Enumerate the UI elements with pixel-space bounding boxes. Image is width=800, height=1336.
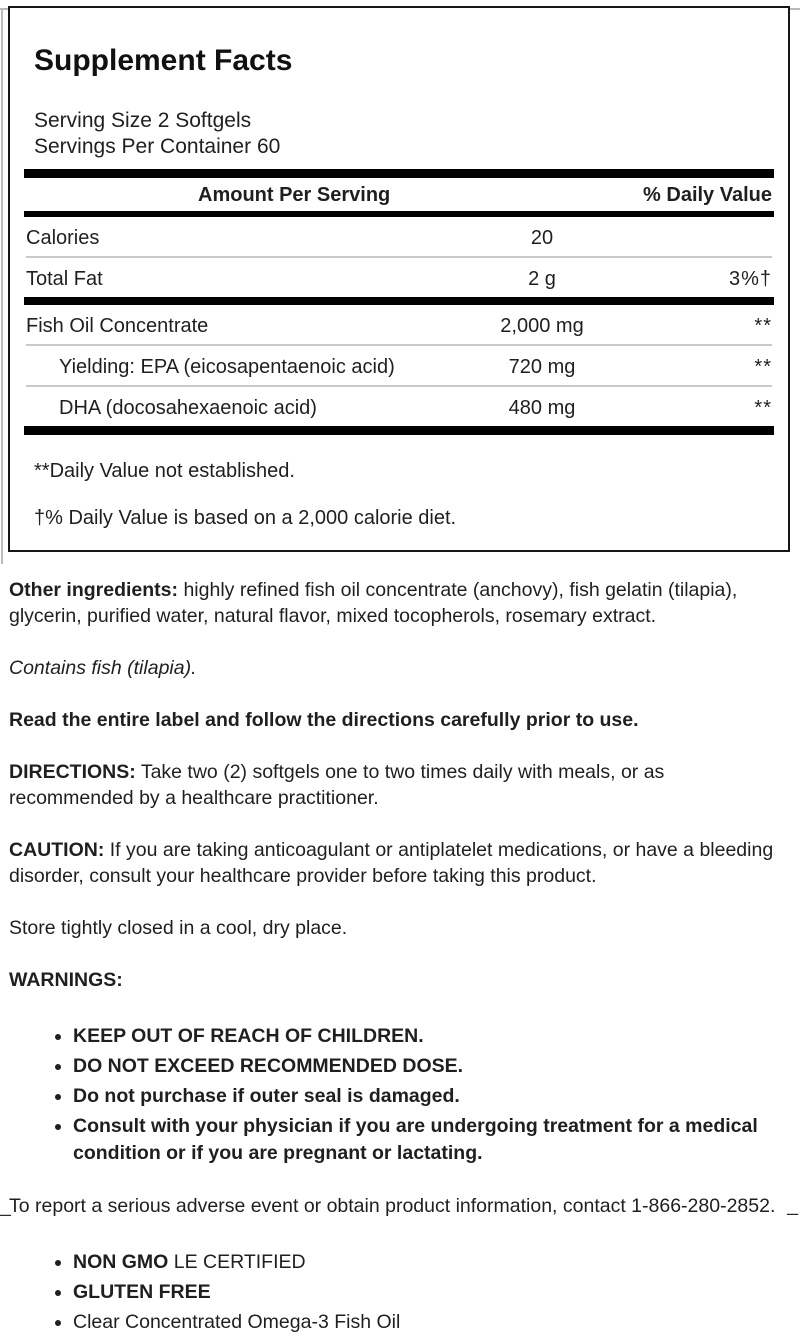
other-ingredients-text: highly refined fish oil concentrate (anchovy), fish gelatin (tilapia), glycerin, purified water, natural flavor, mixed tocopherols, rosemary extract. — [9, 579, 738, 627]
table-bottom-bar — [24, 426, 774, 435]
feature-item — [73, 1309, 791, 1336]
table-top-bar — [24, 169, 774, 178]
warnings-heading: WARNINGS: — [9, 969, 123, 991]
warning-item: • DO NOT EXCEED RECOMMENDED DOSE. — [73, 1053, 791, 1080]
caution-paragraph — [9, 837, 791, 889]
nutrient-row-epa — [24, 346, 774, 385]
label-body-text — [0, 552, 800, 1336]
footnote-daily-value: **Daily Value not established. — [34, 460, 295, 482]
panel-title: Supplement Facts — [34, 44, 293, 77]
nutrient-amount: 20 — [530, 227, 554, 249]
nutrient-dv: 3%† — [728, 268, 772, 290]
other-ingredients-paragraph — [9, 577, 791, 629]
adverse-event-paragraph — [0, 1193, 798, 1219]
nutrient-name: Fish Oil Concentrate — [26, 315, 209, 337]
directions-text: Take two (2) softgels one to two times daily with meals, or as recommended by a healthcare practitioner. — [9, 761, 665, 809]
other-ingredients-label: Other ingredients: — [9, 579, 179, 601]
nutrient-row-total-fat — [24, 258, 774, 297]
nutrient-name: Yielding: EPA (eicosapentaenoic acid) — [59, 356, 395, 378]
nutrient-name: DHA (docosahexaenoic acid) — [59, 397, 317, 419]
warning-item: • Consult with your physician if you are undergoing treatment for a medical condition or if you are pregnant or lactating. — [73, 1113, 791, 1167]
nutrient-row-calories — [24, 217, 774, 256]
nutrient-dv: ** — [754, 356, 772, 378]
nutrient-dv: ** — [754, 315, 772, 337]
storage-statement: Store tightly closed in a cool, dry place. — [9, 917, 348, 939]
caution-text: If you are taking anticoagulant or antiplatelet medications, or have a bleeding disorder, consult your healthcare provider before taking this product. — [9, 839, 774, 887]
feature-regular-text: LE CERTIFIED — [168, 1251, 306, 1273]
warnings-list — [9, 1023, 791, 1167]
nutrient-name: Total Fat — [26, 268, 103, 290]
daily-value-header: % Daily Value — [643, 184, 772, 206]
nutrient-dv: ** — [754, 397, 772, 419]
scan-edge-left — [1, 8, 3, 564]
directions-label: DIRECTIONS: — [9, 761, 136, 783]
supplement-facts-panel — [8, 6, 790, 552]
nutrient-amount: 2 g — [528, 268, 556, 290]
scan-artifact-left: _ — [0, 1195, 11, 1217]
table-section-bar — [24, 297, 774, 305]
nutrient-row-fish-oil — [24, 305, 774, 344]
feature-item — [73, 1249, 791, 1276]
directions-paragraph — [9, 759, 791, 811]
warning-item: • Do not purchase if outer seal is damaged. — [73, 1083, 791, 1110]
feature-regular-text: Clear Concentrated Omega-3 Fish Oil — [73, 1311, 401, 1333]
servings-per-container: Servings Per Container 60 — [34, 135, 281, 158]
scan-artifact-right: _ — [787, 1194, 798, 1216]
table-header-row — [24, 178, 774, 211]
features-list — [9, 1249, 791, 1336]
feature-bold-text: GLUTEN FREE — [73, 1281, 211, 1303]
nutrient-name: Calories — [26, 227, 100, 249]
warning-item: • KEEP OUT OF REACH OF CHILDREN. — [73, 1023, 791, 1050]
contains-statement: Contains fish (tilapia). — [9, 657, 197, 679]
serving-info — [34, 108, 774, 160]
serving-size: Serving Size 2 Softgels — [34, 109, 252, 132]
nutrient-row-dha — [24, 387, 774, 426]
read-label-statement: Read the entire label and follow the directions carefully prior to use. — [9, 709, 639, 731]
nutrient-amount: 480 mg — [508, 397, 576, 419]
feature-bold-text: NON GMO — [73, 1251, 169, 1273]
amount-per-serving-header: Amount Per Serving — [198, 184, 391, 206]
feature-item — [73, 1279, 791, 1306]
adverse-event-text: To report a serious adverse event or obtain product information, contact 1-866-280-2852. — [9, 1195, 776, 1217]
nutrient-amount: 2,000 mg — [500, 315, 584, 337]
footnote-calorie-diet: †% Daily Value is based on a 2,000 calorie diet. — [34, 507, 457, 529]
supplement-label-page — [0, 6, 800, 1333]
caution-label: CAUTION: — [9, 839, 105, 861]
nutrient-amount: 720 mg — [508, 356, 576, 378]
